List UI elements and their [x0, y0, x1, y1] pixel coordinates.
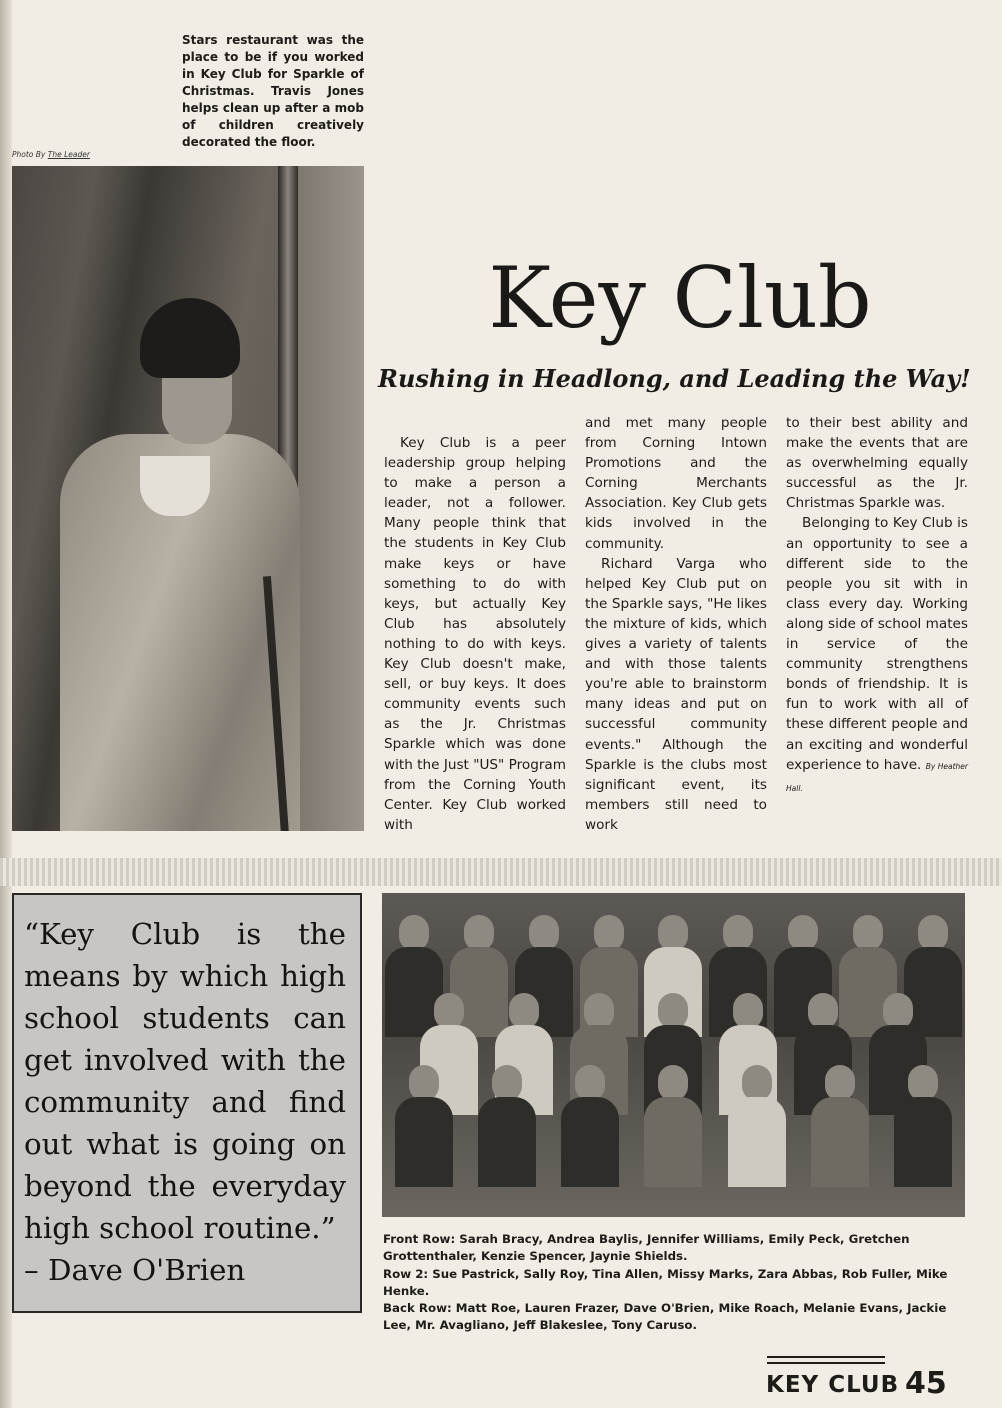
article-paragraph: to their best ability and make the events that are as overwhelming equally successful as the Jr. Christmas Sparkle was. — [786, 415, 968, 512]
article-paragraph — [786, 513, 968, 798]
top-photo-caption: Stars restaurant was the place to be if you worked in Key Club for Sparkle of Christmas. Travis Jones helps clean up after a mob of children creatively decorated the floor. — [182, 33, 364, 149]
decorative-band — [0, 858, 1002, 886]
caption-row-2: Row 2: Sue Pastrick, Sally Roy, Tina Allen, Missy Marks, Zara Abbas, Rob Fuller, Mike Henke. — [383, 1266, 948, 1298]
photo-credit-prefix: Photo By — [12, 150, 46, 159]
pull-quote-box — [12, 893, 362, 1313]
group-photo-front-row — [382, 1065, 965, 1185]
photo-credit — [12, 150, 90, 159]
photo-shirt — [140, 456, 210, 516]
photo-hair — [140, 298, 240, 378]
person-figure — [561, 1065, 619, 1185]
person-figure — [478, 1065, 536, 1185]
article-paragraph: and met many people from Corning Intown Promotions and the Corning Merchants Association. Key Club gets kids involved in the community. — [585, 415, 767, 552]
byline: By Heather Hall. — [786, 761, 968, 793]
page-binding-shadow — [0, 0, 12, 1408]
article-column-2 — [585, 413, 767, 835]
photo-credit-source: The Leader — [47, 150, 90, 159]
group-photo — [382, 893, 965, 1217]
article-closing-text: Belonging to Key Club is an opportunity to see a different side to the people you sit with in class every day. Working along side of school mates in service of the community strengthens bonds of friendship. It is fun to work with all of these different people and an exciting and wonderful experience to have. — [786, 515, 968, 773]
main-photo — [12, 166, 364, 831]
person-figure — [894, 1065, 952, 1185]
article-paragraph: Key Club is a peer leadership group helping to make a person a leader, not a follower. Many people think that the students in Key Club make keys or have something to do with keys, but actually Key Club has absolutely nothing to do with keys. Key Club doesn't make, sell, or buy keys. It does community events such as the Jr. Christmas Sparkle which was done with the Just "US" Program from the Corning Youth Center. Key Club worked with — [384, 435, 566, 833]
folio-rule — [767, 1356, 885, 1358]
page-subtitle: Rushing in Headlong, and Leading the Way! — [378, 364, 971, 393]
folio-section-label: KEY CLUB — [766, 1372, 900, 1398]
article-column-3 — [786, 413, 968, 799]
article-column-1 — [384, 413, 566, 835]
folio-rule — [767, 1362, 885, 1364]
person-figure — [644, 1065, 702, 1185]
article-paragraph: Richard Varga who helped Key Club put on the Sparkle says, "He likes the mixture of kids, which gives a variety of talents and with those talents you're able to brainstorm many ideas and put on successful community events." Although the Sparkle is the clubs most significant event, its members still need to work — [585, 555, 767, 833]
caption-front-row: Front Row: Sarah Bracy, Andrea Baylis, Jennifer Williams, Emily Peck, Gretchen Grottenthaler, Kenzie Spencer, Jaynie Shields. — [383, 1232, 910, 1264]
photo-wall — [298, 166, 364, 831]
caption-back-row: Back Row: Matt Roe, Lauren Frazer, Dave O'Brien, Mike Roach, Melanie Evans, Jackie Lee, Mr. Avagliano, Jeff Blakeslee, Tony Caruso. — [383, 1301, 947, 1333]
person-figure — [728, 1065, 786, 1185]
page-number: 45 — [905, 1366, 947, 1401]
pull-quote-attribution: – Dave O'Brien — [24, 1253, 246, 1287]
person-figure — [811, 1065, 869, 1185]
page-title: Key Club — [488, 249, 872, 347]
pull-quote-text: “Key Club is the means by which high school students can get involved with the community and find out what is going on beyond the everyday high school routine.” — [24, 917, 346, 1245]
group-photo-caption — [383, 1231, 965, 1335]
person-figure — [395, 1065, 453, 1185]
